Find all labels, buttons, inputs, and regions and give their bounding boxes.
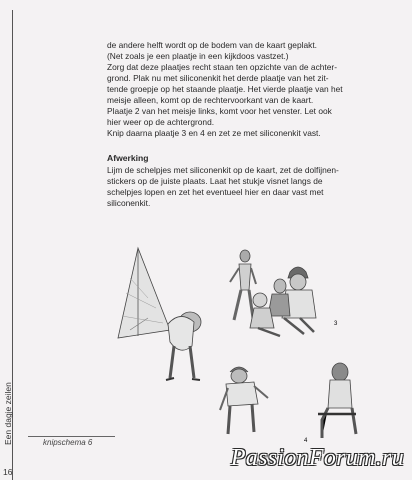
bending-girl-figure xyxy=(220,367,268,434)
figure-label-3: 3 xyxy=(334,321,338,327)
sail-figure xyxy=(118,248,201,380)
finishing-paragraph: Lijm de schelpjes met siliconenkit op de kaart, zet de dolfijnen- stickers op de juiste plaats. Laat het stukje visnet langs de schelpjes lopen en zet het eventueel hier en daar vast met siliconenkit. xyxy=(107,165,339,208)
instruction-paragraph: de andere helft wordt op de bodem van de kaart geplakt. (Net zoals je een plaatje in een kijkdoos vastzet.) Zorg dat deze plaatjes recht staan ten opzichte van de achter- grond. Plak nu met siliconenkit het derde plaatje van het zit- tende groepje op het staande plaatje. Het vierde plaatje van het meisje alleen, komt op de rechtervoorkant van de kaart. Plaatje 2 van het meisje links, komt voor het venster. Let ook hier weer op de achtergrond. Knip daarna plaatje 3 en 4 en zet ze met siliconenkit vast. xyxy=(107,40,343,138)
page-number: 16 xyxy=(3,467,13,477)
watermark-logo: PassionForum.ru xyxy=(230,445,404,471)
text-block xyxy=(107,40,369,209)
caption-rule xyxy=(28,436,115,437)
standing-girl-figure xyxy=(230,250,256,320)
figure-label-4: 4 xyxy=(304,438,308,444)
side-title: Een dagje zeilen xyxy=(3,382,13,445)
cutout-illustration xyxy=(108,238,358,448)
sitting-group-figure xyxy=(250,267,316,336)
section-heading: Afwerking xyxy=(107,153,149,163)
sitting-girl-figure xyxy=(318,363,356,438)
figure-caption: knipschema 6 xyxy=(43,438,93,447)
